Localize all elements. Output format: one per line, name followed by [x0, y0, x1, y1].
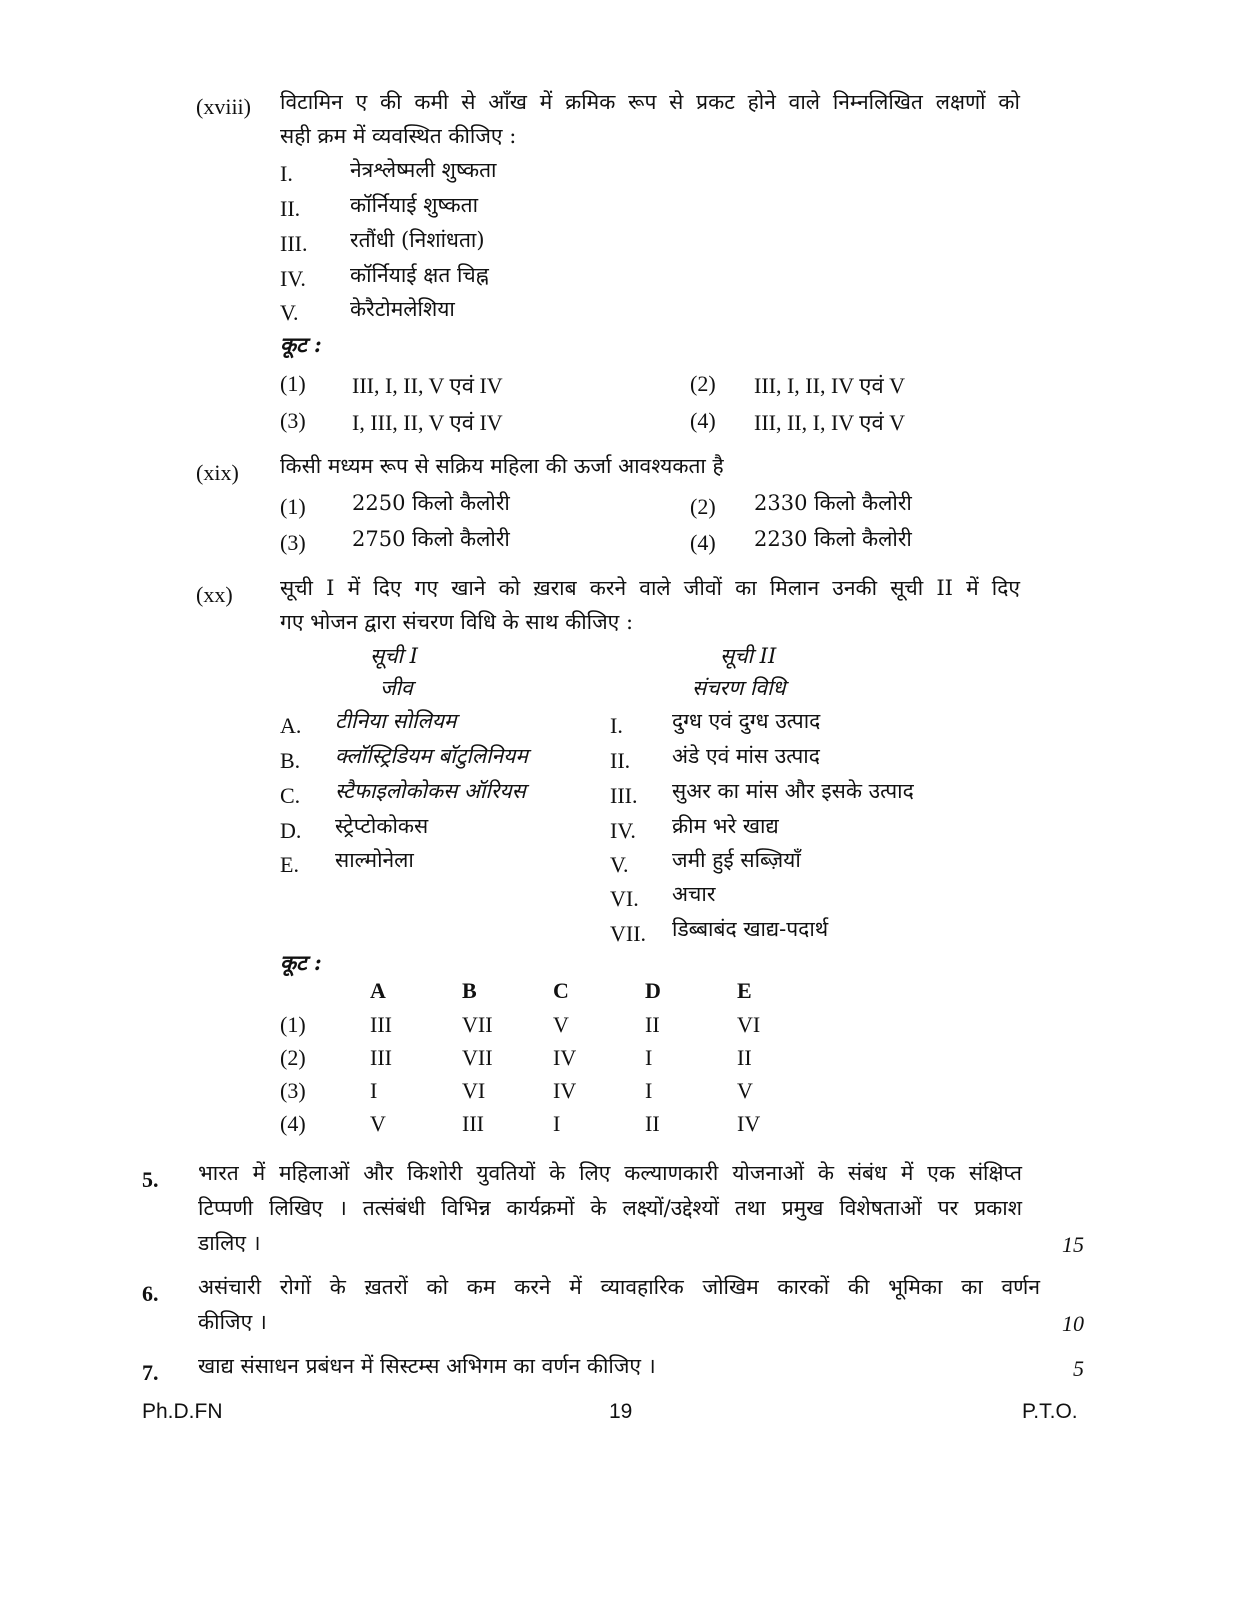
list2-item: क्रीम भरे खाद्य [672, 814, 779, 838]
code-cell: I [370, 1078, 378, 1103]
option-text: 2250 किलो कैलोरी [352, 491, 510, 515]
question-text: टिप्पणी लिखिए । तत्संबंधी विभिन्न कार्यक्रमों के लक्ष्यों/उद्देश्यों तथा प्रमुख विशेषताओं पर प्रकाश [198, 1196, 1022, 1220]
question-number: 7. [142, 1360, 159, 1385]
list2-number: VII. [610, 921, 647, 946]
code-header: B [462, 978, 477, 1003]
list1-letter: B. [280, 748, 301, 773]
option-number: (2) [690, 494, 716, 519]
code-cell: VII [462, 1045, 493, 1070]
item-number: II. [280, 196, 301, 221]
list2-item: डिब्बाबंद खाद्य-पदार्थ [672, 917, 829, 941]
code-cell: V [370, 1111, 386, 1136]
list2-item: जमी हुई सब्ज़ियाँ [672, 848, 801, 872]
marks: 10 [1062, 1311, 1084, 1336]
list1-item: क्लॉस्ट्रिडियम बॉटुलिनियम [335, 744, 528, 768]
question-text: कीजिए । [198, 1310, 267, 1334]
list2-number: V. [610, 852, 629, 877]
code-cell: VI [462, 1078, 486, 1103]
list2-number: IV. [610, 818, 636, 843]
list1-subtitle: जीव [380, 676, 413, 700]
code-cell: VI [737, 1012, 761, 1037]
list1-letter: E. [280, 852, 299, 877]
option-text: III, I, II, V एवं IV [352, 373, 503, 398]
question-text: खाद्य संसाधन प्रबंधन में सिस्टम्स अभिगम का वर्णन कीजिए । [198, 1354, 656, 1378]
list2-item: अचार [672, 882, 716, 906]
code-cell: I [645, 1045, 653, 1070]
list1-letter: D. [280, 818, 302, 843]
code-row-number: (2) [280, 1045, 306, 1070]
marks: 15 [1062, 1232, 1084, 1257]
list2-item: सुअर का मांस और इसके उत्पाद [672, 779, 914, 803]
list2-number: VI. [610, 886, 639, 911]
code-cell: IV [553, 1078, 577, 1103]
code-label: कूट : [280, 950, 322, 975]
question-stem: विटामिन ए की कमी से आँख में क्रमिक रूप से प्रकट होने वाले निम्नलिखित लक्षणों को [280, 90, 1020, 114]
marks: 5 [1073, 1356, 1084, 1381]
code-header: A [370, 978, 386, 1003]
list1-item: साल्मोनेला [335, 848, 414, 872]
code-cell: III [370, 1045, 392, 1070]
option-number: (4) [690, 408, 716, 433]
list1-letter: A. [280, 713, 302, 738]
option-number: (3) [280, 408, 306, 433]
list1-item: स्टैफाइलोकोकस ऑरियस [335, 779, 526, 803]
item-text: कॉर्नियाई शुष्कता [350, 193, 479, 217]
list1-item: टीनिया सोलियम [335, 709, 457, 733]
item-text: रतौंधी (निशांधता) [350, 228, 485, 252]
option-number: (1) [280, 371, 306, 396]
code-label: कूट : [280, 332, 322, 357]
code-header: C [553, 978, 569, 1003]
code-cell: III [370, 1012, 392, 1037]
question-stem: किसी मध्यम रूप से सक्रिय महिला की ऊर्जा आवश्यकता है [280, 454, 724, 478]
code-cell: I [553, 1111, 561, 1136]
option-text: III, II, I, IV एवं V [754, 410, 906, 435]
question-stem: सही क्रम में व्यवस्थित कीजिए : [280, 124, 517, 148]
option-number: (2) [690, 371, 716, 396]
question-number: 5. [142, 1167, 159, 1192]
option-number: (1) [280, 494, 306, 519]
paper-code: Ph.D.FN [142, 1400, 223, 1423]
item-text: कॉर्नियाई क्षत चिह्न [350, 263, 489, 287]
code-cell: II [737, 1045, 752, 1070]
code-cell: V [553, 1012, 569, 1037]
question-number: 6. [142, 1281, 159, 1306]
list1-letter: C. [280, 783, 301, 808]
please-turn-over: P.T.O. [1022, 1400, 1078, 1423]
option-text: 2230 किलो कैलोरी [754, 527, 912, 551]
question-number: (xix) [196, 460, 239, 485]
code-cell: IV [737, 1111, 761, 1136]
question-number: (xviii) [196, 94, 251, 119]
question-text: डालिए । [198, 1231, 261, 1255]
code-cell: V [737, 1078, 753, 1103]
item-number: III. [280, 231, 308, 256]
item-number: V. [280, 300, 299, 325]
code-row-number: (3) [280, 1078, 306, 1103]
list2-number: II. [610, 748, 631, 773]
list2-item: दुग्ध एवं दुग्ध उत्पाद [672, 709, 821, 733]
item-text: नेत्रश्लेष्मली शुष्कता [350, 158, 497, 182]
code-header: E [737, 978, 752, 1003]
option-number: (4) [690, 530, 716, 555]
list2-title: सूची II [720, 644, 777, 668]
question-stem: सूची I में दिए गए खाने को ख़राब करने वाले जीवों का मिलान उनकी सूची II में दिए [280, 576, 1020, 600]
code-cell: I [645, 1078, 653, 1103]
list2-subtitle: संचरण विधि [692, 676, 786, 700]
code-header: D [645, 978, 661, 1003]
code-cell: II [645, 1012, 660, 1037]
question-text: असंचारी रोगों के ख़तरों को कम करने में व्यावहारिक जोखिम कारकों की भूमिका का वर्णन [198, 1275, 1040, 1299]
option-text: 2330 किलो कैलोरी [754, 491, 912, 515]
code-cell: VII [462, 1012, 493, 1037]
list2-number: III. [610, 783, 638, 808]
item-text: केरैटोमलेशिया [350, 297, 455, 321]
question-text: भारत में महिलाओं और किशोरी युवतियों के लिए कल्याणकारी योजनाओं के संबंध में एक संक्षिप्त [198, 1161, 1022, 1185]
code-cell: IV [553, 1045, 577, 1070]
option-number: (3) [280, 530, 306, 555]
option-text: III, I, II, IV एवं V [754, 373, 906, 398]
item-number: I. [280, 161, 293, 186]
item-number: IV. [280, 266, 306, 291]
question-number: (xx) [196, 582, 233, 607]
option-text: I, III, II, V एवं IV [352, 410, 503, 435]
question-stem: गए भोजन द्वारा संचरण विधि के साथ कीजिए : [280, 610, 634, 634]
code-row-number: (1) [280, 1012, 306, 1037]
list2-number: I. [610, 713, 623, 738]
list2-item: अंडे एवं मांस उत्पाद [672, 744, 820, 768]
list1-title: सूची I [370, 644, 418, 668]
code-row-number: (4) [280, 1111, 306, 1136]
page-number: 19 [609, 1400, 633, 1423]
code-cell: III [462, 1111, 484, 1136]
code-cell: II [645, 1111, 660, 1136]
option-text: 2750 किलो कैलोरी [352, 527, 510, 551]
list1-item: स्ट्रेप्टोकोकस [335, 814, 429, 838]
